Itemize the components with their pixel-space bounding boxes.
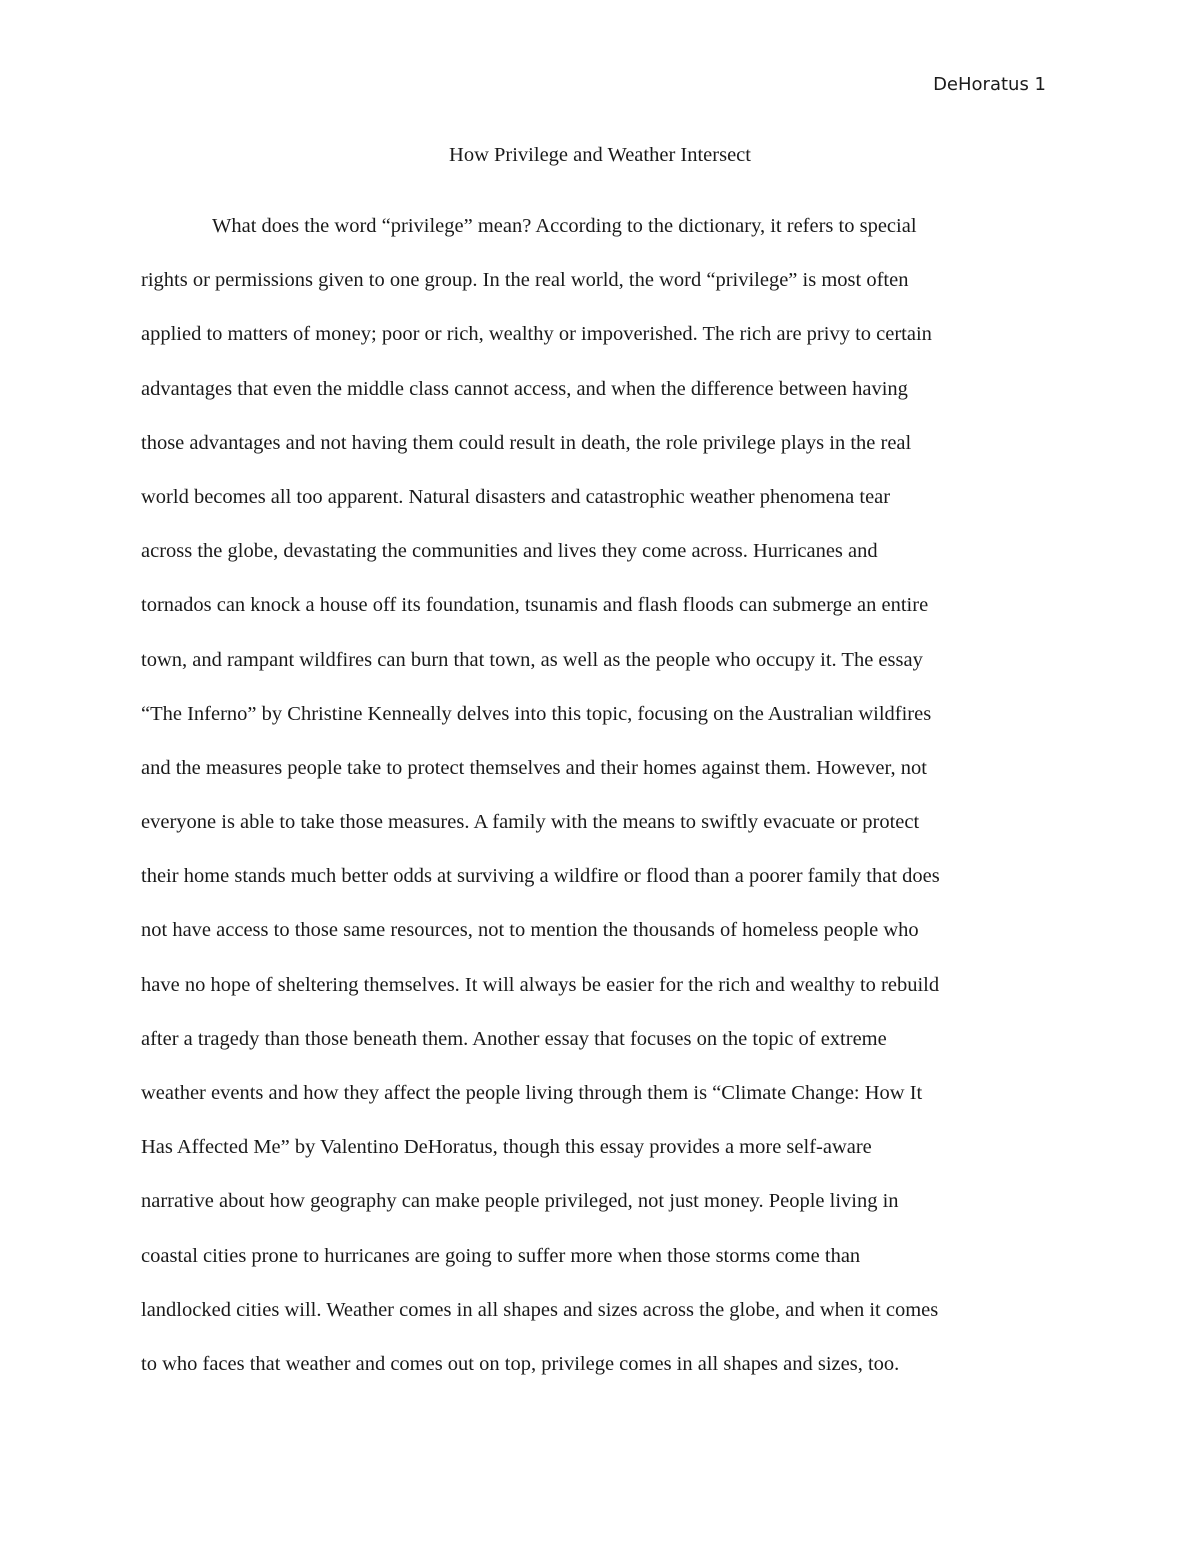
body-line: Has Affected Me” by Valentino DeHoratus, though this essay provides a more self-aware bbox=[141, 1136, 872, 1159]
body-line: have no hope of sheltering themselves. It will always be easier for the rich and wealthy to rebuild bbox=[141, 973, 940, 996]
essay-title: How Privilege and Weather Intersect bbox=[449, 144, 751, 166]
body-line: not have access to those same resources, not to mention the thousands of homeless people who bbox=[141, 919, 919, 942]
body-line: those advantages and not having them could result in death, the role privilege plays in the real bbox=[141, 431, 912, 454]
body-line: after a tragedy than those beneath them. Another essay that focuses on the topic of extreme bbox=[141, 1027, 887, 1050]
body-line: across the globe, devastating the communities and lives they come across. Hurricanes and bbox=[141, 540, 878, 563]
body-line: world becomes all too apparent. Natural disasters and catastrophic weather phenomena tear bbox=[141, 485, 891, 508]
body-line: landlocked cities will. Weather comes in all shapes and sizes across the globe, and when it comes bbox=[141, 1298, 939, 1321]
essay-body bbox=[141, 211, 1071, 1403]
body-line: narrative about how geography can make people privileged, not just money. People living in bbox=[141, 1190, 899, 1213]
body-line: coastal cities prone to hurricanes are going to suffer more when those storms come than bbox=[141, 1244, 861, 1267]
body-line: everyone is able to take those measures. A family with the means to swiftly evacuate or protect bbox=[141, 811, 920, 834]
body-line: What does the word “privilege” mean? According to the dictionary, it refers to special bbox=[212, 215, 917, 237]
body-line: advantages that even the middle class cannot access, and when the difference between having bbox=[141, 377, 908, 400]
body-line: rights or permissions given to one group. In the real world, the word “privilege” is most often bbox=[141, 269, 909, 292]
page-header: DeHoratus 1 bbox=[933, 74, 1046, 95]
body-line: and the measures people take to protect themselves and their homes against them. However, not bbox=[141, 756, 927, 779]
body-line: to who faces that weather and comes out on top, privilege comes in all shapes and sizes, too. bbox=[141, 1352, 900, 1375]
body-line: weather events and how they affect the people living through them is “Climate Change: How It bbox=[141, 1082, 923, 1104]
body-line: “The Inferno” by Christine Kenneally delves into this topic, focusing on the Australian wildfires bbox=[141, 702, 932, 725]
body-line: applied to matters of money; poor or rich, wealthy or impoverished. The rich are privy to certain bbox=[141, 323, 932, 346]
body-line: their home stands much better odds at surviving a wildfire or flood than a poorer family that does bbox=[141, 865, 940, 888]
body-line: town, and rampant wildfires can burn that town, as well as the people who occupy it. The essay bbox=[141, 648, 923, 671]
body-line: tornados can knock a house off its foundation, tsunamis and flash floods can submerge an entire bbox=[141, 594, 929, 617]
